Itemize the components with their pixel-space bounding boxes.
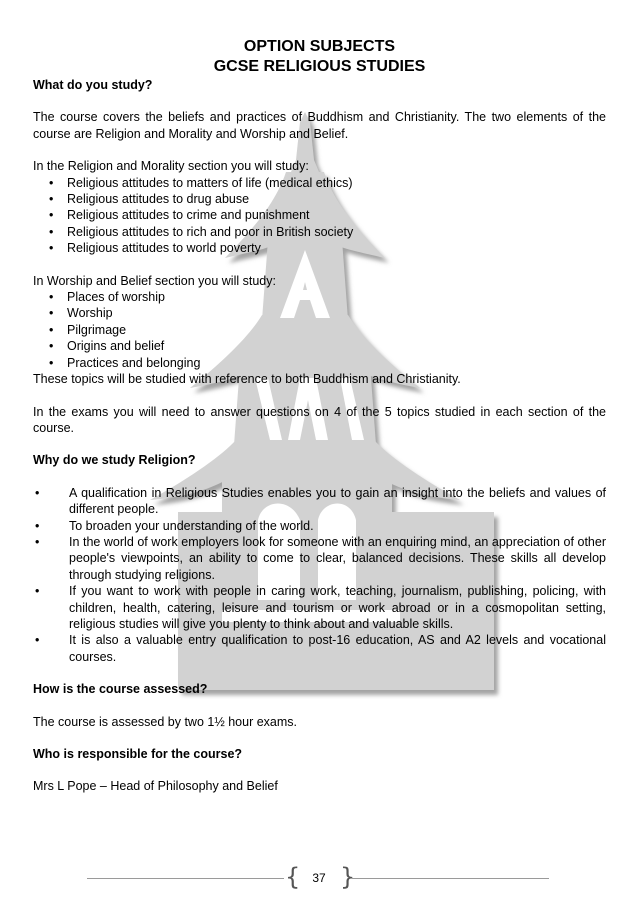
- religion-morality-list: [33, 175, 606, 257]
- list-item: • Origins and belief: [49, 338, 606, 354]
- list-item: • Religious attitudes to matters of life (medical ethics): [49, 175, 606, 191]
- footer-rule-right: [352, 878, 549, 879]
- assessment-text: The course is assessed by two 1½ hour exams.: [33, 714, 298, 729]
- list-item: • Worship: [49, 305, 606, 321]
- exams-note: In the exams you will need to answer questions on 4 of the 5 topics studied in each section of the course.: [33, 404, 606, 435]
- list-item: • Religious attitudes to drug abuse: [49, 191, 606, 207]
- page-content: [33, 37, 606, 795]
- footer-rule-left: [87, 878, 284, 879]
- page-number: 37: [312, 871, 326, 885]
- religion-morality-intro: In the Religion and Morality section you will study:: [33, 159, 309, 174]
- page-footer: [0, 864, 638, 892]
- worship-belief-intro: In Worship and Belief section you will study:: [33, 273, 276, 288]
- worship-belief-list: [33, 289, 606, 371]
- intro-paragraph: The course covers the beliefs and practices of Buddhism and Christianity. The two elements of the course are Religion and Morality and Worship and Belief.: [33, 110, 606, 141]
- heading-who-responsible: Who is responsible for the course?: [33, 747, 243, 761]
- list-item: • In the world of work employers look for someone with an enquiring mind, an appreciation of other people's viewpoints, an ability to come to clear, balanced decisions. These skills all develop through studying religions.: [33, 534, 606, 583]
- heading-why-study-religion: Why do we study Religion?: [33, 453, 196, 468]
- heading-what-do-you-study: What do you study?: [33, 78, 153, 92]
- responsible-text: Mrs L Pope – Head of Philosophy and Belief: [33, 779, 278, 794]
- list-item: • Practices and belonging: [49, 355, 606, 371]
- list-item: • Religious attitudes to rich and poor in British society: [49, 224, 606, 240]
- why-study-list: [33, 485, 606, 665]
- list-item: • Religious attitudes to crime and punishment: [49, 207, 606, 223]
- reference-note: These topics will be studied with reference to both Buddhism and Christianity.: [33, 372, 461, 387]
- list-item: • Pilgrimage: [49, 322, 606, 338]
- list-item: • If you want to work with people in caring work, teaching, journalism, publishing, policing, with children, health, catering, leisure and tourism or work abroad or in a cosmopolitan setting, religious studies will give you plenty to think about and valuable skills.: [33, 583, 606, 632]
- heading-how-assessed: How is the course assessed?: [33, 682, 208, 697]
- list-item: • To broaden your understanding of the world.: [33, 518, 606, 534]
- list-item: • Religious attitudes to world poverty: [49, 240, 606, 256]
- title-gcse-religious-studies: GCSE RELIGIOUS STUDIES: [213, 58, 426, 75]
- list-item: • Places of worship: [49, 289, 606, 305]
- list-item: • It is also a valuable entry qualification to post-16 education, AS and A2 levels and vocational courses.: [33, 632, 606, 665]
- list-item: • A qualification in Religious Studies enables you to gain an insight into the beliefs and values of different people.: [33, 485, 606, 518]
- title-option-subjects: OPTION SUBJECTS: [243, 38, 396, 55]
- left-brace-icon: {: [285, 863, 301, 891]
- right-brace-icon: }: [340, 863, 356, 891]
